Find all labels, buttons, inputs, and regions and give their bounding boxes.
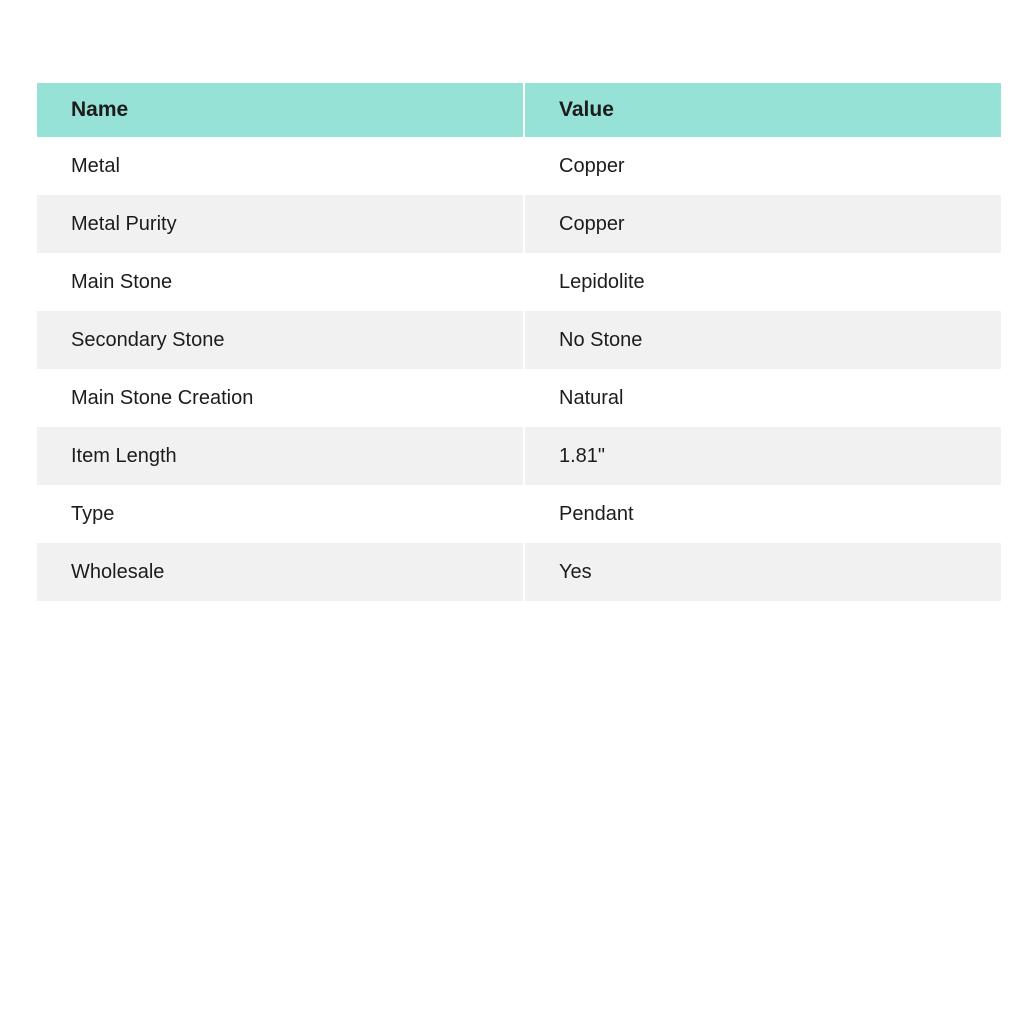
table-row: [37, 137, 1001, 195]
table-header-row: [37, 83, 1001, 137]
table-row: [37, 427, 1001, 485]
table-body: [37, 137, 1001, 601]
table-row: [37, 195, 1001, 253]
table-row: [37, 253, 1001, 311]
row-value-cell: Yes: [525, 543, 1001, 601]
row-value-cell: Pendant: [525, 485, 1001, 543]
table-row: [37, 543, 1001, 601]
row-value-cell: Copper: [525, 137, 1001, 195]
row-value-cell: Copper: [525, 195, 1001, 253]
row-name-cell: Secondary Stone: [37, 311, 523, 369]
row-value-cell: 1.81": [525, 427, 1001, 485]
row-value-cell: No Stone: [525, 311, 1001, 369]
row-name-cell: Main Stone Creation: [37, 369, 523, 427]
column-header-name: Name: [37, 83, 523, 137]
row-name-cell: Metal: [37, 137, 523, 195]
row-name-cell: Type: [37, 485, 523, 543]
product-attributes-table: [37, 83, 1001, 601]
table-row: [37, 485, 1001, 543]
row-name-cell: Metal Purity: [37, 195, 523, 253]
row-name-cell: Item Length: [37, 427, 523, 485]
row-name-cell: Main Stone: [37, 253, 523, 311]
row-name-cell: Wholesale: [37, 543, 523, 601]
table-row: [37, 311, 1001, 369]
table-row: [37, 369, 1001, 427]
column-header-value: Value: [525, 83, 1001, 137]
row-value-cell: Lepidolite: [525, 253, 1001, 311]
row-value-cell: Natural: [525, 369, 1001, 427]
